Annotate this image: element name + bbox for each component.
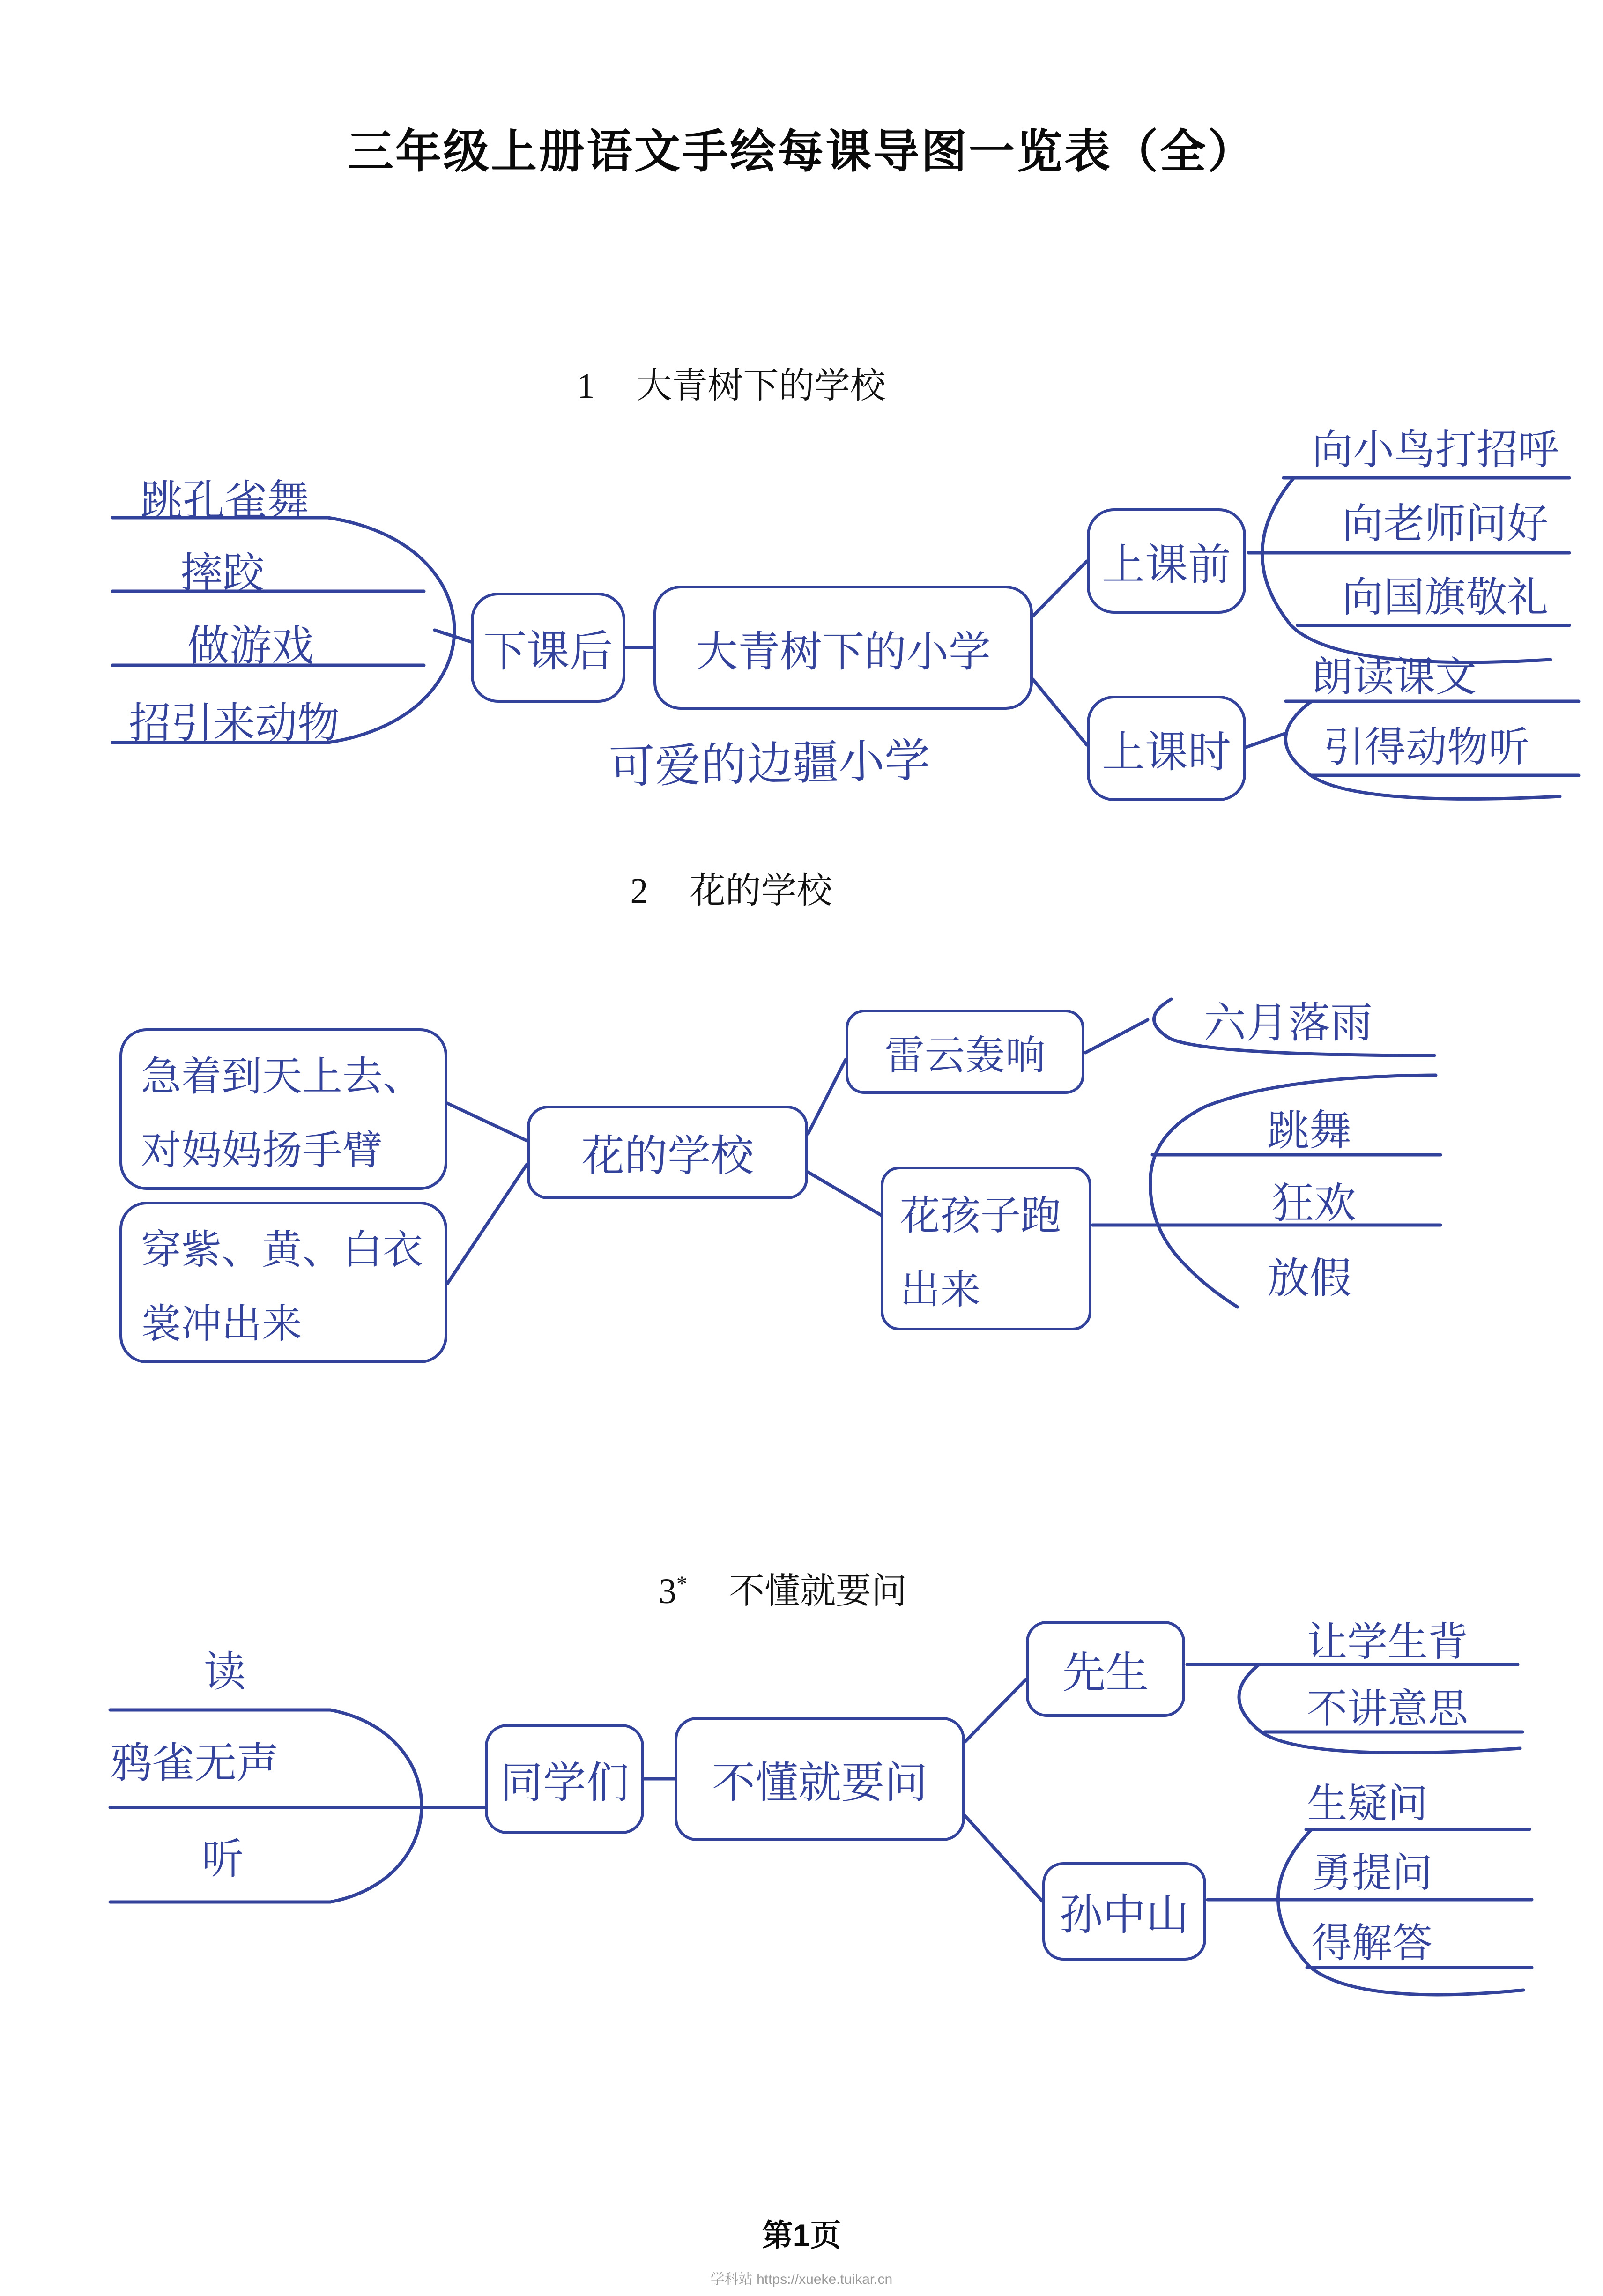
map2-node-flower-children: 花孩子跑出来 [881, 1167, 1091, 1330]
map3-left-item-1: 读 [204, 1647, 246, 1696]
map3-branch-up [965, 1679, 1026, 1742]
section-3-title: 不懂就要问 [729, 1572, 907, 1611]
map1-right-bottom-connector [1246, 734, 1284, 747]
map3-leaf-brave-ask: 勇提问 [1312, 1850, 1432, 1896]
map1-branch-down [1033, 679, 1087, 745]
watermark: 学科站 https://xueke.tuikar.cn [710, 2272, 893, 2287]
map1-left-item-1: 跳孔雀舞 [141, 476, 309, 525]
section-2-number: 2 [630, 871, 648, 911]
page-title: 三年级上册语文手绘每课导图一览表（全） [347, 126, 1255, 177]
map2-thunder-connector [1085, 1020, 1148, 1053]
map1-caption: 可爱的边疆小学 [609, 734, 931, 795]
map2-branch-up [808, 1060, 846, 1134]
map3-leaf-no-explain: 不讲意思 [1307, 1686, 1468, 1732]
map2-leaf-carnival: 狂欢 [1272, 1179, 1356, 1228]
map3-left-item-2: 鸦雀无声 [110, 1739, 279, 1788]
map3-center-node: 不懂就要问 [675, 1717, 965, 1841]
map3-node-classmates: 同学们 [485, 1724, 644, 1834]
map2-left-box-1: 急着到天上去、对妈妈扬手臂 [119, 1028, 447, 1190]
section-3-header [0, 1562, 1584, 1613]
map1-left-item-4: 招引来动物 [129, 698, 340, 748]
map3-branch-down [965, 1816, 1042, 1901]
map1-leaf-read-text: 朗读课文 [1312, 653, 1477, 701]
map1-node-before-class: 上课前 [1087, 508, 1246, 614]
page-number: 第1页 [762, 2218, 841, 2252]
map1-branch-up [1033, 561, 1087, 616]
map2-left-box-2: 穿紫、黄、白衣裳冲出来 [119, 1202, 447, 1363]
map1-left-item-3: 做游戏 [187, 621, 314, 670]
map3-node-teacher: 先生 [1026, 1621, 1185, 1717]
map1-leaf-salute-flag: 向国旗敬礼 [1342, 573, 1549, 621]
map2-left-connector-1 [447, 1103, 527, 1141]
map3-leaf-get-answer: 得解答 [1312, 1920, 1432, 1967]
map2-node-thunder: 雷云轰响 [846, 1010, 1084, 1094]
map1-leaf-greet-teacher: 向老师问好 [1342, 499, 1549, 548]
section-3-number: 3* [659, 1571, 687, 1611]
map2-leaf-dance: 跳舞 [1267, 1106, 1351, 1155]
map1-node-in-class: 上课时 [1087, 696, 1246, 801]
map1-center-node: 大青树下的小学 [653, 586, 1033, 710]
map2-center-node: 花的学校 [527, 1106, 808, 1199]
map1-leaf-greet-birds: 向小鸟打招呼 [1312, 425, 1559, 474]
section-2-header [0, 862, 1533, 913]
map2-branch-down [808, 1172, 884, 1217]
map2-leaf-june-rain: 六月落雨 [1204, 998, 1373, 1048]
map1-node-after-class: 下课后 [471, 593, 625, 703]
map3-leaf-doubt: 生疑问 [1307, 1780, 1428, 1827]
map2-left-connector-2 [447, 1164, 527, 1284]
map3-node-sun-yat-sen: 孙中山 [1042, 1862, 1206, 1961]
section-1-number: 1 [577, 366, 595, 406]
map3-left-item-3: 听 [201, 1835, 244, 1884]
map1-left-item-2: 摔跤 [180, 549, 265, 598]
map2-leaf-holiday: 放假 [1267, 1254, 1351, 1303]
section-2-title: 花的学校 [690, 871, 832, 911]
map1-leaf-animals-listen: 引得动物听 [1323, 723, 1530, 771]
map3-leaf-recite: 让学生背 [1307, 1619, 1468, 1665]
section-1-title: 大青树下的学校 [636, 366, 886, 406]
